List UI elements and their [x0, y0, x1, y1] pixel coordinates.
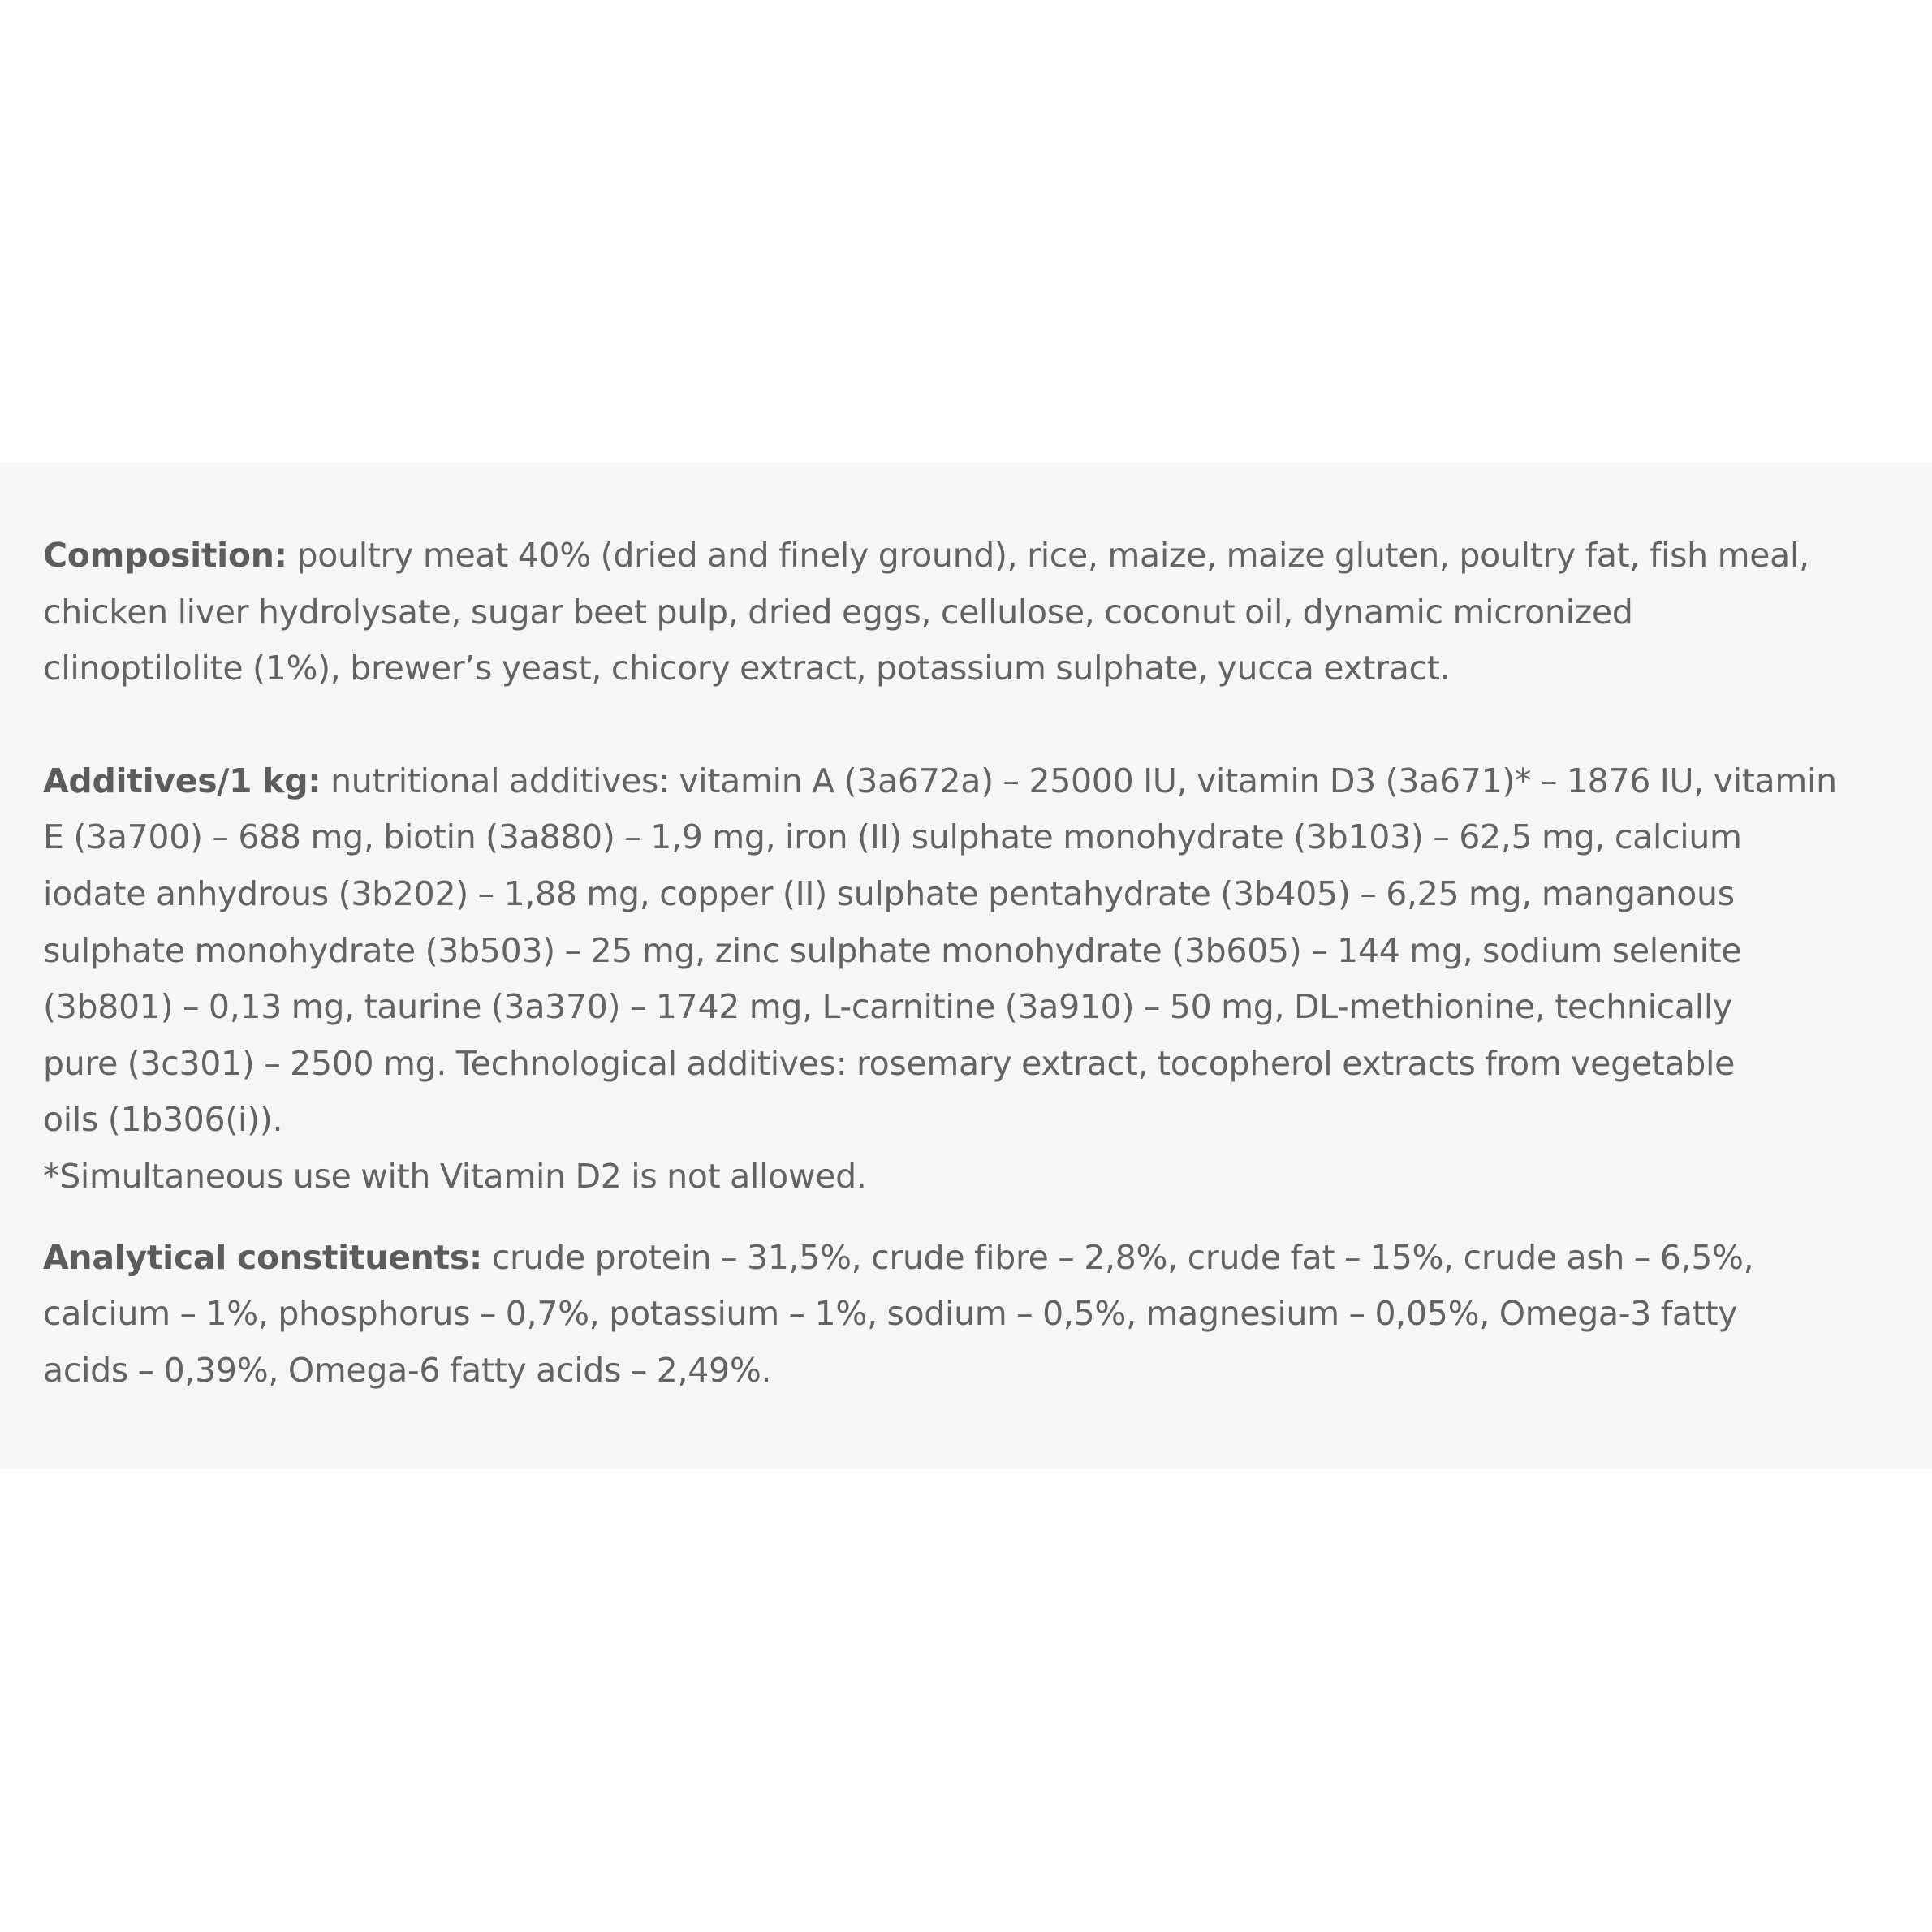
- analytical-line-1: Analytical constituents: crude protein – 31,5%, crude fibre – 2,8%, crude fat – 15%, crude ash – 6,5%,: [43, 1237, 1754, 1277]
- analytical-line-3: acids – 0,39%, Omega-6 fatty acids – 2,49%.: [43, 1350, 772, 1390]
- composition-section: [43, 528, 1900, 697]
- additives-line-3: iodate anhydrous (3b202) – 1,88 mg, copper (II) sulphate pentahydrate (3b405) – 6,25 mg, manganous: [43, 873, 1735, 913]
- composition-line-2: chicken liver hydrolysate, sugar beet pulp, dried eggs, cellulose, coconut oil, dynamic micronized: [43, 592, 1633, 632]
- additives-section: [43, 753, 1900, 1205]
- additives-line-4: sulphate monohydrate (3b503) – 25 mg, zinc sulphate monohydrate (3b605) – 144 mg, sodium selenite: [43, 930, 1742, 970]
- additives-note: *Simultaneous use with Vitamin D2 is not allowed.: [43, 1156, 867, 1196]
- product-info-panel: [0, 463, 1932, 1469]
- analytical-section: [43, 1230, 1900, 1399]
- section-spacer: [43, 697, 1900, 753]
- composition-line-1: Composition: poultry meat 40% (dried and finely ground), rice, maize, maize gluten, poultry fat, fish meal,: [43, 536, 1809, 575]
- composition-label: Composition:: [43, 536, 287, 575]
- additives-label: Additives/1 kg:: [43, 761, 321, 800]
- additives-line-5: (3b801) – 0,13 mg, taurine (3a370) – 1742 mg, L-carnitine (3a910) – 50 mg, DL-methionine, technically: [43, 987, 1732, 1027]
- additives-line-6: pure (3c301) – 2500 mg. Technological additives: rosemary extract, tocopherol extracts from vegetable: [43, 1043, 1736, 1083]
- additives-line-7: oils (1b306(i)).: [43, 1100, 283, 1140]
- additives-line-2: E (3a700) – 688 mg, biotin (3a880) – 1,9 mg, iron (II) sulphate monohydrate (3b103) – 62,5 mg, calcium: [43, 817, 1742, 857]
- section-spacer: [43, 1205, 1900, 1230]
- additives-line-1: Additives/1 kg: nutritional additives: vitamin A (3a672a) – 25000 IU, vitamin D3 (3a671)* – 1876 IU, vitamin: [43, 761, 1837, 800]
- analytical-label: Analytical constituents:: [43, 1237, 483, 1277]
- analytical-line-2: calcium – 1%, phosphorus – 0,7%, potassium – 1%, sodium – 0,5%, magnesium – 0,05%, Omega-3 fatty: [43, 1294, 1738, 1334]
- composition-line-3: clinoptilolite (1%), brewer’s yeast, chicory extract, potassium sulphate, yucca extract.: [43, 649, 1451, 688]
